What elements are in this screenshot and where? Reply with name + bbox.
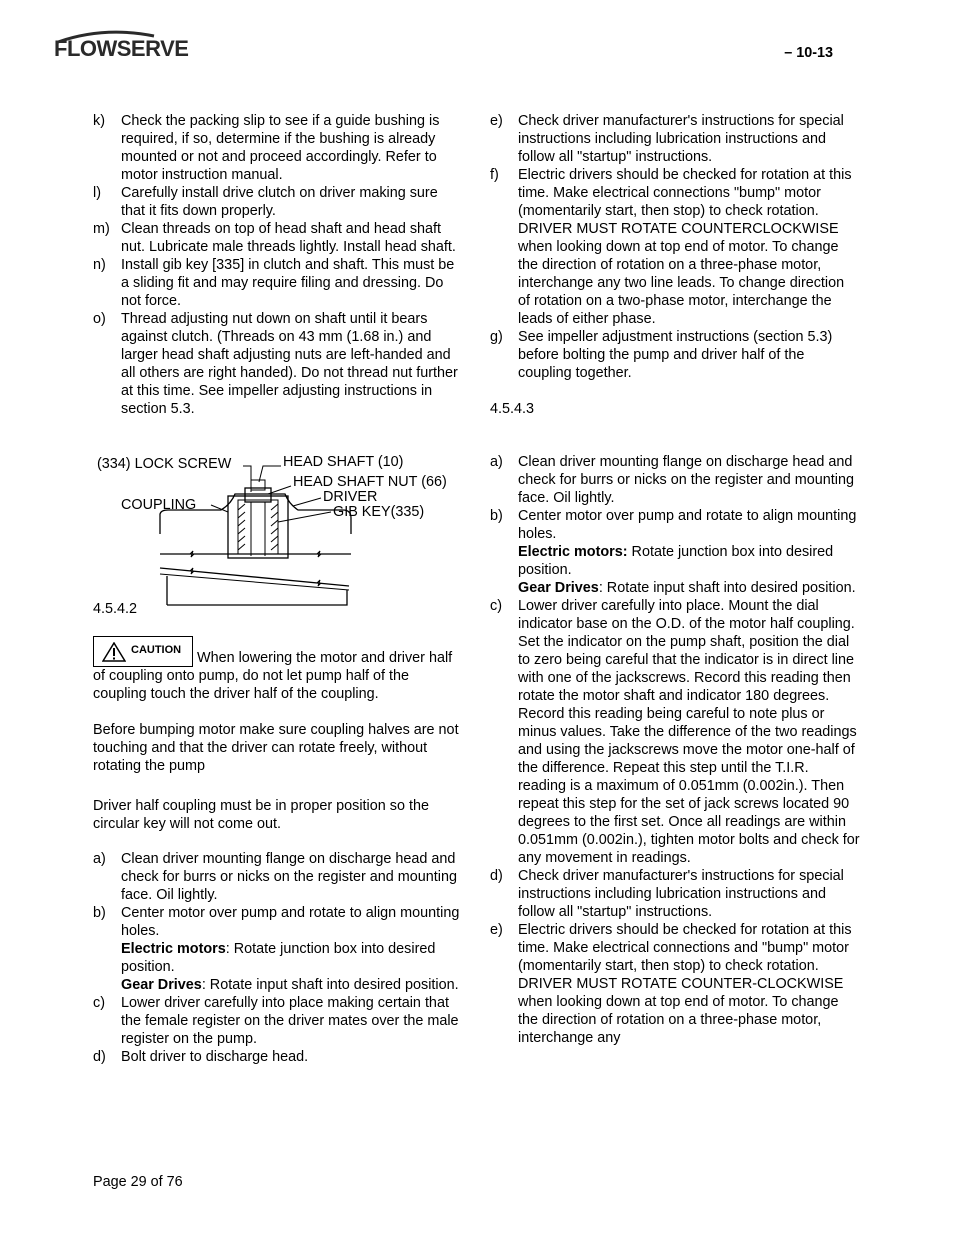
- label-head-shaft-nut: HEAD SHAFT NUT (66): [293, 474, 447, 490]
- list-item: e) Check driver manufacturer's instructions for special instructions including lubrication instructions and follow all "startup" instructions.: [490, 113, 844, 165]
- coupling-diagram: [93, 452, 473, 612]
- label-head-shaft: HEAD SHAFT (10): [283, 454, 404, 470]
- section-number: 4.5.4.2: [93, 601, 138, 617]
- logo-text: FLOWSERVE: [54, 36, 189, 61]
- caution-badge: [93, 636, 193, 667]
- label-gib-key: GIB KEY(335): [333, 504, 425, 520]
- instruction-list-1: [93, 112, 463, 418]
- list-item: d) Check driver manufacturer's instructions for special instructions including lubrication instructions and follow all "startup" instructions.: [490, 868, 844, 920]
- document-reference: – 10-13: [784, 45, 833, 61]
- label-driver: DRIVER: [323, 489, 378, 505]
- label-lock-screw: (334) LOCK SCREW: [97, 456, 232, 472]
- warning-triangle-icon: [102, 642, 126, 662]
- instruction-list-3: [490, 112, 860, 382]
- list-item: l) Carefully install drive clutch on driver making sure that it fits down properly.: [93, 185, 438, 219]
- list-item: m) Clean threads on top of head shaft and head shaft nut. Lubricate male threads lightly. Install head shaft.: [93, 221, 456, 255]
- list-item: e) Electric drivers should be checked for rotation at this time. Make electrical connections and "bump" motor (momentarily start, then stop) to check rotation. DRIVER MUST ROTATE COUNTER-CLOCKWISE when looking down at top end of motor. To change the direction of rotation on a three-phase motor, interchange any: [490, 922, 852, 1046]
- caution-block: [93, 636, 463, 703]
- list-item: n) Install gib key [335] in clutch and shaft. This must be a sliding fit and may require filing and dressing. Do not force.: [93, 257, 455, 309]
- list-item: f) Electric drivers should be checked for rotation at this time. Make electrical connections "bump" motor (momentarily start, then stop) to check rotation. DRIVER MUST ROTATE COUNTERCLOCKWISE when looking down at top end of motor. To change the direction of rotation on a three-phase motor, interchange any two line leads. To change direction of rotation on a two-phase motor, interchange the leads of either phase.: [490, 167, 852, 327]
- right-column: [490, 112, 860, 1047]
- logo-swoosh-icon: [54, 28, 160, 44]
- label-coupling: COUPLING: [121, 497, 197, 513]
- instruction-list-4: [490, 453, 860, 1047]
- list-item: b) Center motor over pump and rotate to align mounting holes. Electric motors: Rotate junction box into desired position. Gear Drives: Rotate input shaft into desired position.: [93, 905, 460, 993]
- flowserve-logo: [54, 36, 189, 61]
- caution-text: When lowering the motor and driver half of coupling onto pump, do not let pump half of the coupling touch the driver half of the coupling.: [93, 650, 453, 702]
- list-item: c) Lower driver carefully into place. Mount the dial indicator base on the O.D. of the motor half coupling. Set the indicator on the pump shaft, position the dial to zero being careful that the indicator is in direct line with one of the jackscrews. Record this reading then rotate the motor shaft and indicator 180 degrees. Record this reading being careful to note plus or minus values. Take the difference of the two readings and using the jackscrews move the motor one-half of the difference. Repeat this step until the T.I.R. reading is a maximum of 0.051mm (0.002in.). Then repeat this step for the set of jack screws located 90 degrees to the first set. Once all readings are within 0.051mm (0.002in.), tighten motor bolts and check for any movement in readings.: [490, 598, 860, 866]
- list-item: o) Thread adjusting nut down on shaft until it bears against clutch. (Threads on 43 mm (1.68 in.) and larger head shaft adjusting nuts are left-handed and all others are right handed). Do not thread nut further at this time. See impeller adjusting instructions in section 5.3.: [93, 311, 458, 417]
- list-item: a) Clean driver mounting flange on discharge head and check for burrs or nicks on the register and mounting face. Oil lightly.: [93, 851, 457, 903]
- list-item: g) See impeller adjustment instructions (section 5.3) before bolting the pump and driver half of the coupling together.: [490, 329, 833, 381]
- instruction-list-2: [93, 850, 463, 1066]
- list-item: a) Clean driver mounting flange on discharge head and check for burrs or nicks on the register and mounting face. Oil lightly.: [490, 454, 854, 506]
- paragraph: Driver half coupling must be in proper position so the circular key will not come out.: [93, 798, 429, 832]
- section-number: 4.5.4.3: [490, 401, 535, 417]
- caution-label: CAUTION: [131, 644, 182, 656]
- page-number: Page 29 of 76: [93, 1174, 183, 1190]
- list-item: b) Center motor over pump and rotate to align mounting holes. Electric motors: Rotate junction box into desired position. Gear Drives: Rotate input shaft into desired position.: [490, 508, 857, 596]
- list-item: k) Check the packing slip to see if a guide bushing is required, if so, determine if the bushing is already mounted or not and proceed accordingly. Refer to motor instruction manual.: [93, 113, 440, 183]
- list-item: d) Bolt driver to discharge head.: [93, 1049, 309, 1065]
- list-item: c) Lower driver carefully into place making certain that the female register on the driver mates over the male register on the pump.: [93, 995, 459, 1047]
- paragraph: Before bumping motor make sure coupling halves are not touching and that the driver can rotate freely, without rotating the pump: [93, 722, 459, 774]
